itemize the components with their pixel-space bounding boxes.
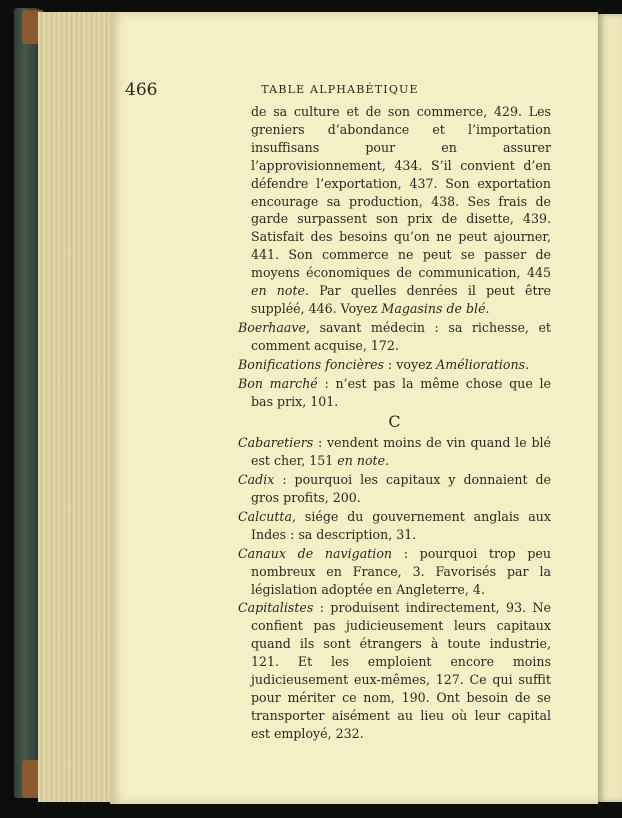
page-number: 466 [125,80,158,100]
index-text [238,103,551,743]
page-edges [38,12,112,802]
index-entry-canaux: Canaux de navigation : pourquoi trop peu nombreux en France, 3. Favorisés par la législation adoptée en Angleterre, 4. [238,545,551,597]
running-title: TABLE ALPHABÉTIQUE [261,83,419,96]
entry-term: Boerhaave [238,319,307,335]
book-cover-edge [14,8,40,798]
index-entry-calcutta: Calcutta, siége du gouvernement anglais aux Indes : sa description, 31. [238,508,551,542]
entry-term: Capitalistes [238,600,314,616]
index-entry-cadix: Cadix : pourquoi les capitaux y donnaient de gros profits, 200. [238,472,551,506]
entry-term: Bonifications foncières [238,356,385,372]
page-header [125,80,555,102]
entry-term: Calcutta [238,508,292,524]
section-letter: C [388,412,401,432]
entry-term: Cabaretiers [238,435,314,451]
cross-reference: Améliorations [436,356,526,372]
index-entry-capitalistes: Capitalistes : produisent indirectement, 93. Ne confient pas judicieusement leurs capitaux quand ils sont étrangers à toute industrie, 121. Et les emploient encore moins judicieusement eux-mêmes, 127. Ce qui suffit pour mériter ce nom, 190. Ont besoin de se transporter aisément au lieu où leur capital est employé, 232. [238,600,551,741]
index-entry-bon-marche: Bon marché : n’est pas la même chose que le bas prix, 101. [238,375,551,409]
entry-term: Bon marché [238,375,318,391]
note-marker: en note [337,453,386,469]
entry-term: Cadix [238,472,275,488]
continued-entry: de sa culture et de son commerce, 429. Les greniers d’abondance et l’importation insuffisans pour en assurer l’approvisionnement, 434. S’il convient d’en défendre l’exportation, 437. Son exportation encourage sa production, 438. Ses frais de garde surpassent son prix de disette, 439. Satisfait des besoins qu’on ne peut ajourner, 441. Son commerce ne peut se passer de moyens économiques de communication, 445 en note. Par quelles denrées il peut être suppléé, 446. Voyez Magasins de blé. [251,104,551,316]
entry-term: Canaux de navigation [238,545,393,561]
facing-page-edge [598,14,622,802]
index-entry-cabaretiers: Cabaretiers : vendent moins de vin quand le blé est cher, 151 en note. [238,435,551,469]
cross-reference: Magasins de blé [381,300,486,316]
note-marker: en note [251,283,305,299]
index-entry-bonifications: Bonifications foncières : voyez Améliorations. [238,356,530,372]
index-entry-boerhaave: Boerhaave, savant médecin : sa richesse, et comment acquise, 172. [238,319,551,353]
